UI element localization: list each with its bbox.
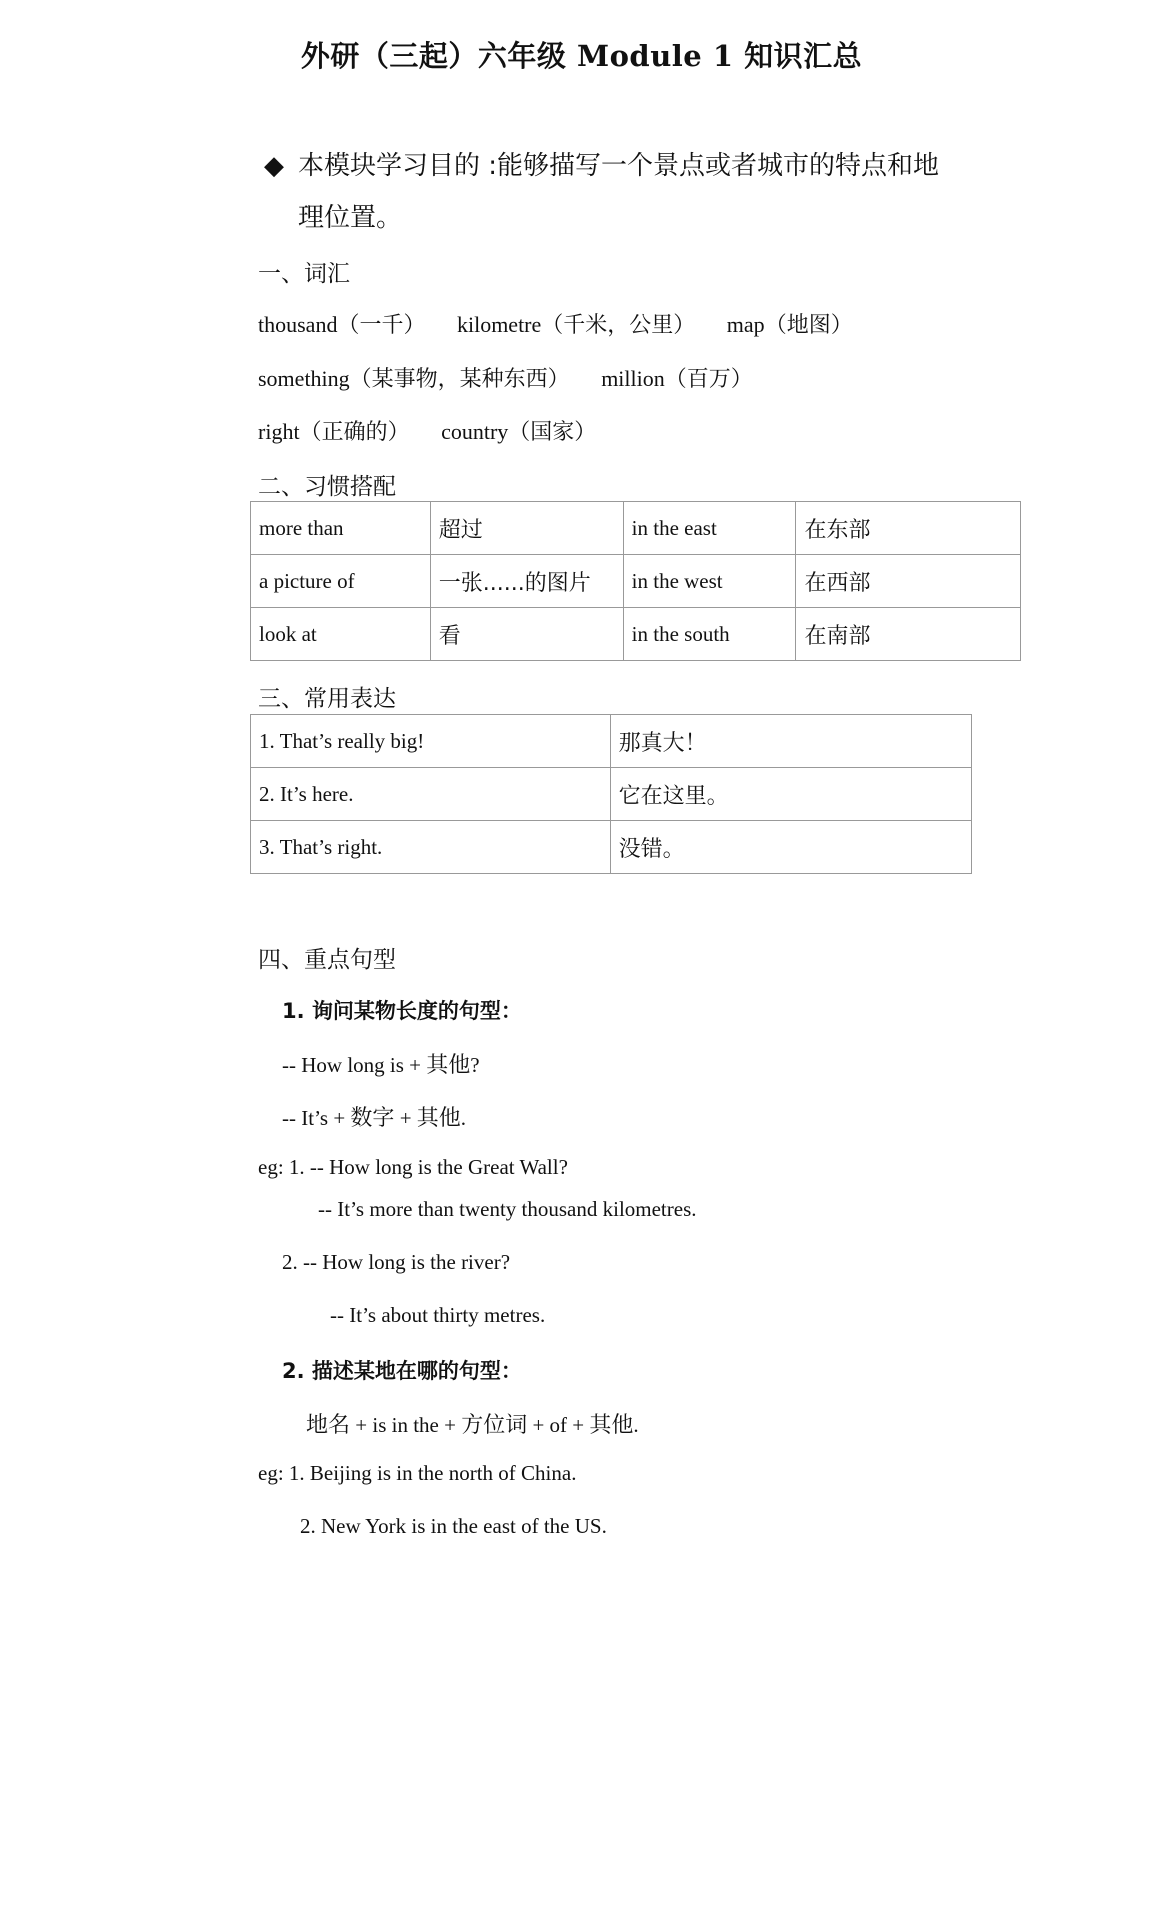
vocab-item: right（正确的）: [258, 419, 410, 445]
example-2-question: 2. -- How long is the river?: [282, 1250, 511, 1274]
vocab-item: something（某事物，某种东西）: [258, 366, 570, 392]
table-cell: 2. It’s here.: [251, 768, 611, 821]
pattern-2-formula: 地名 + is in the + 方位词 + of + 其他.: [306, 1413, 639, 1438]
pattern-1-heading: 1. 询问某物长度的句型：: [282, 999, 522, 1023]
table-row: [251, 555, 1021, 608]
section-heading-expressions: 三、常用表达: [258, 686, 396, 712]
table-row: [251, 608, 1021, 661]
table-cell: 没错。: [610, 821, 971, 874]
table-cell: 在南部: [796, 608, 1021, 661]
table-cell: 一张......的图片: [430, 555, 623, 608]
learning-objective: [264, 140, 984, 244]
vocab-item: kilometre（千米，公里）: [456, 312, 696, 338]
expressions-table: [250, 714, 972, 874]
vocab-row-1: [258, 308, 879, 339]
phrases-table: [250, 501, 1021, 661]
pattern-1-question: -- How long is + 其他?: [282, 1053, 480, 1078]
table-cell: 那真大！: [610, 715, 971, 768]
table-cell: look at: [251, 608, 431, 661]
table-cell: 在东部: [796, 502, 1021, 555]
section-heading-phrases: 二、习惯搭配: [258, 474, 396, 500]
pattern-1-answer: -- It’s + 数字 + 其他.: [282, 1106, 467, 1131]
table-cell: 它在这里。: [610, 768, 971, 821]
table-row: [251, 715, 972, 768]
vocab-item: thousand（一千）: [258, 312, 426, 338]
vocab-item: million（百万）: [601, 366, 753, 392]
objective-text-2: 理位置。: [298, 203, 403, 233]
example-3: eg: 1. Beijing is in the north of China.: [258, 1461, 577, 1485]
table-row: [251, 502, 1021, 555]
example-1-question: eg: 1. -- How long is the Great Wall?: [258, 1155, 568, 1179]
pattern-2-heading: 2. 描述某地在哪的句型：: [282, 1359, 522, 1383]
table-cell: in the south: [623, 608, 796, 661]
diamond-bullet-icon: ◆: [264, 151, 284, 181]
table-row: [251, 768, 972, 821]
example-1-answer: -- It’s more than twenty thousand kilometres.: [318, 1197, 697, 1221]
page-title: 外研（三起）六年级 Module 1 知识汇总: [300, 39, 863, 73]
table-cell: 3. That’s right.: [251, 821, 611, 874]
section-heading-sentences: 四、重点句型: [258, 947, 396, 973]
table-cell: more than: [251, 502, 431, 555]
vocab-row-3: [258, 415, 622, 446]
vocab-row-2: [258, 362, 779, 393]
objective-text-1: 本模块学习目的 :能够描写一个景点或者城市的特点和地: [298, 151, 940, 181]
table-cell: in the west: [623, 555, 796, 608]
example-2-answer: -- It’s about thirty metres.: [330, 1303, 546, 1327]
table-cell: in the east: [623, 502, 796, 555]
table-cell: 在西部: [796, 555, 1021, 608]
table-cell: 1. That’s really big!: [251, 715, 611, 768]
objective-line-1: [264, 140, 984, 192]
section-heading-vocab: 一、词汇: [258, 261, 350, 287]
table-cell: 看: [430, 608, 623, 661]
vocab-item: country（国家）: [441, 419, 597, 445]
example-4: 2. New York is in the east of the US.: [300, 1514, 607, 1538]
table-cell: a picture of: [251, 555, 431, 608]
table-cell: 超过: [430, 502, 623, 555]
table-row: [251, 821, 972, 874]
vocab-item: map（地图）: [726, 312, 853, 338]
